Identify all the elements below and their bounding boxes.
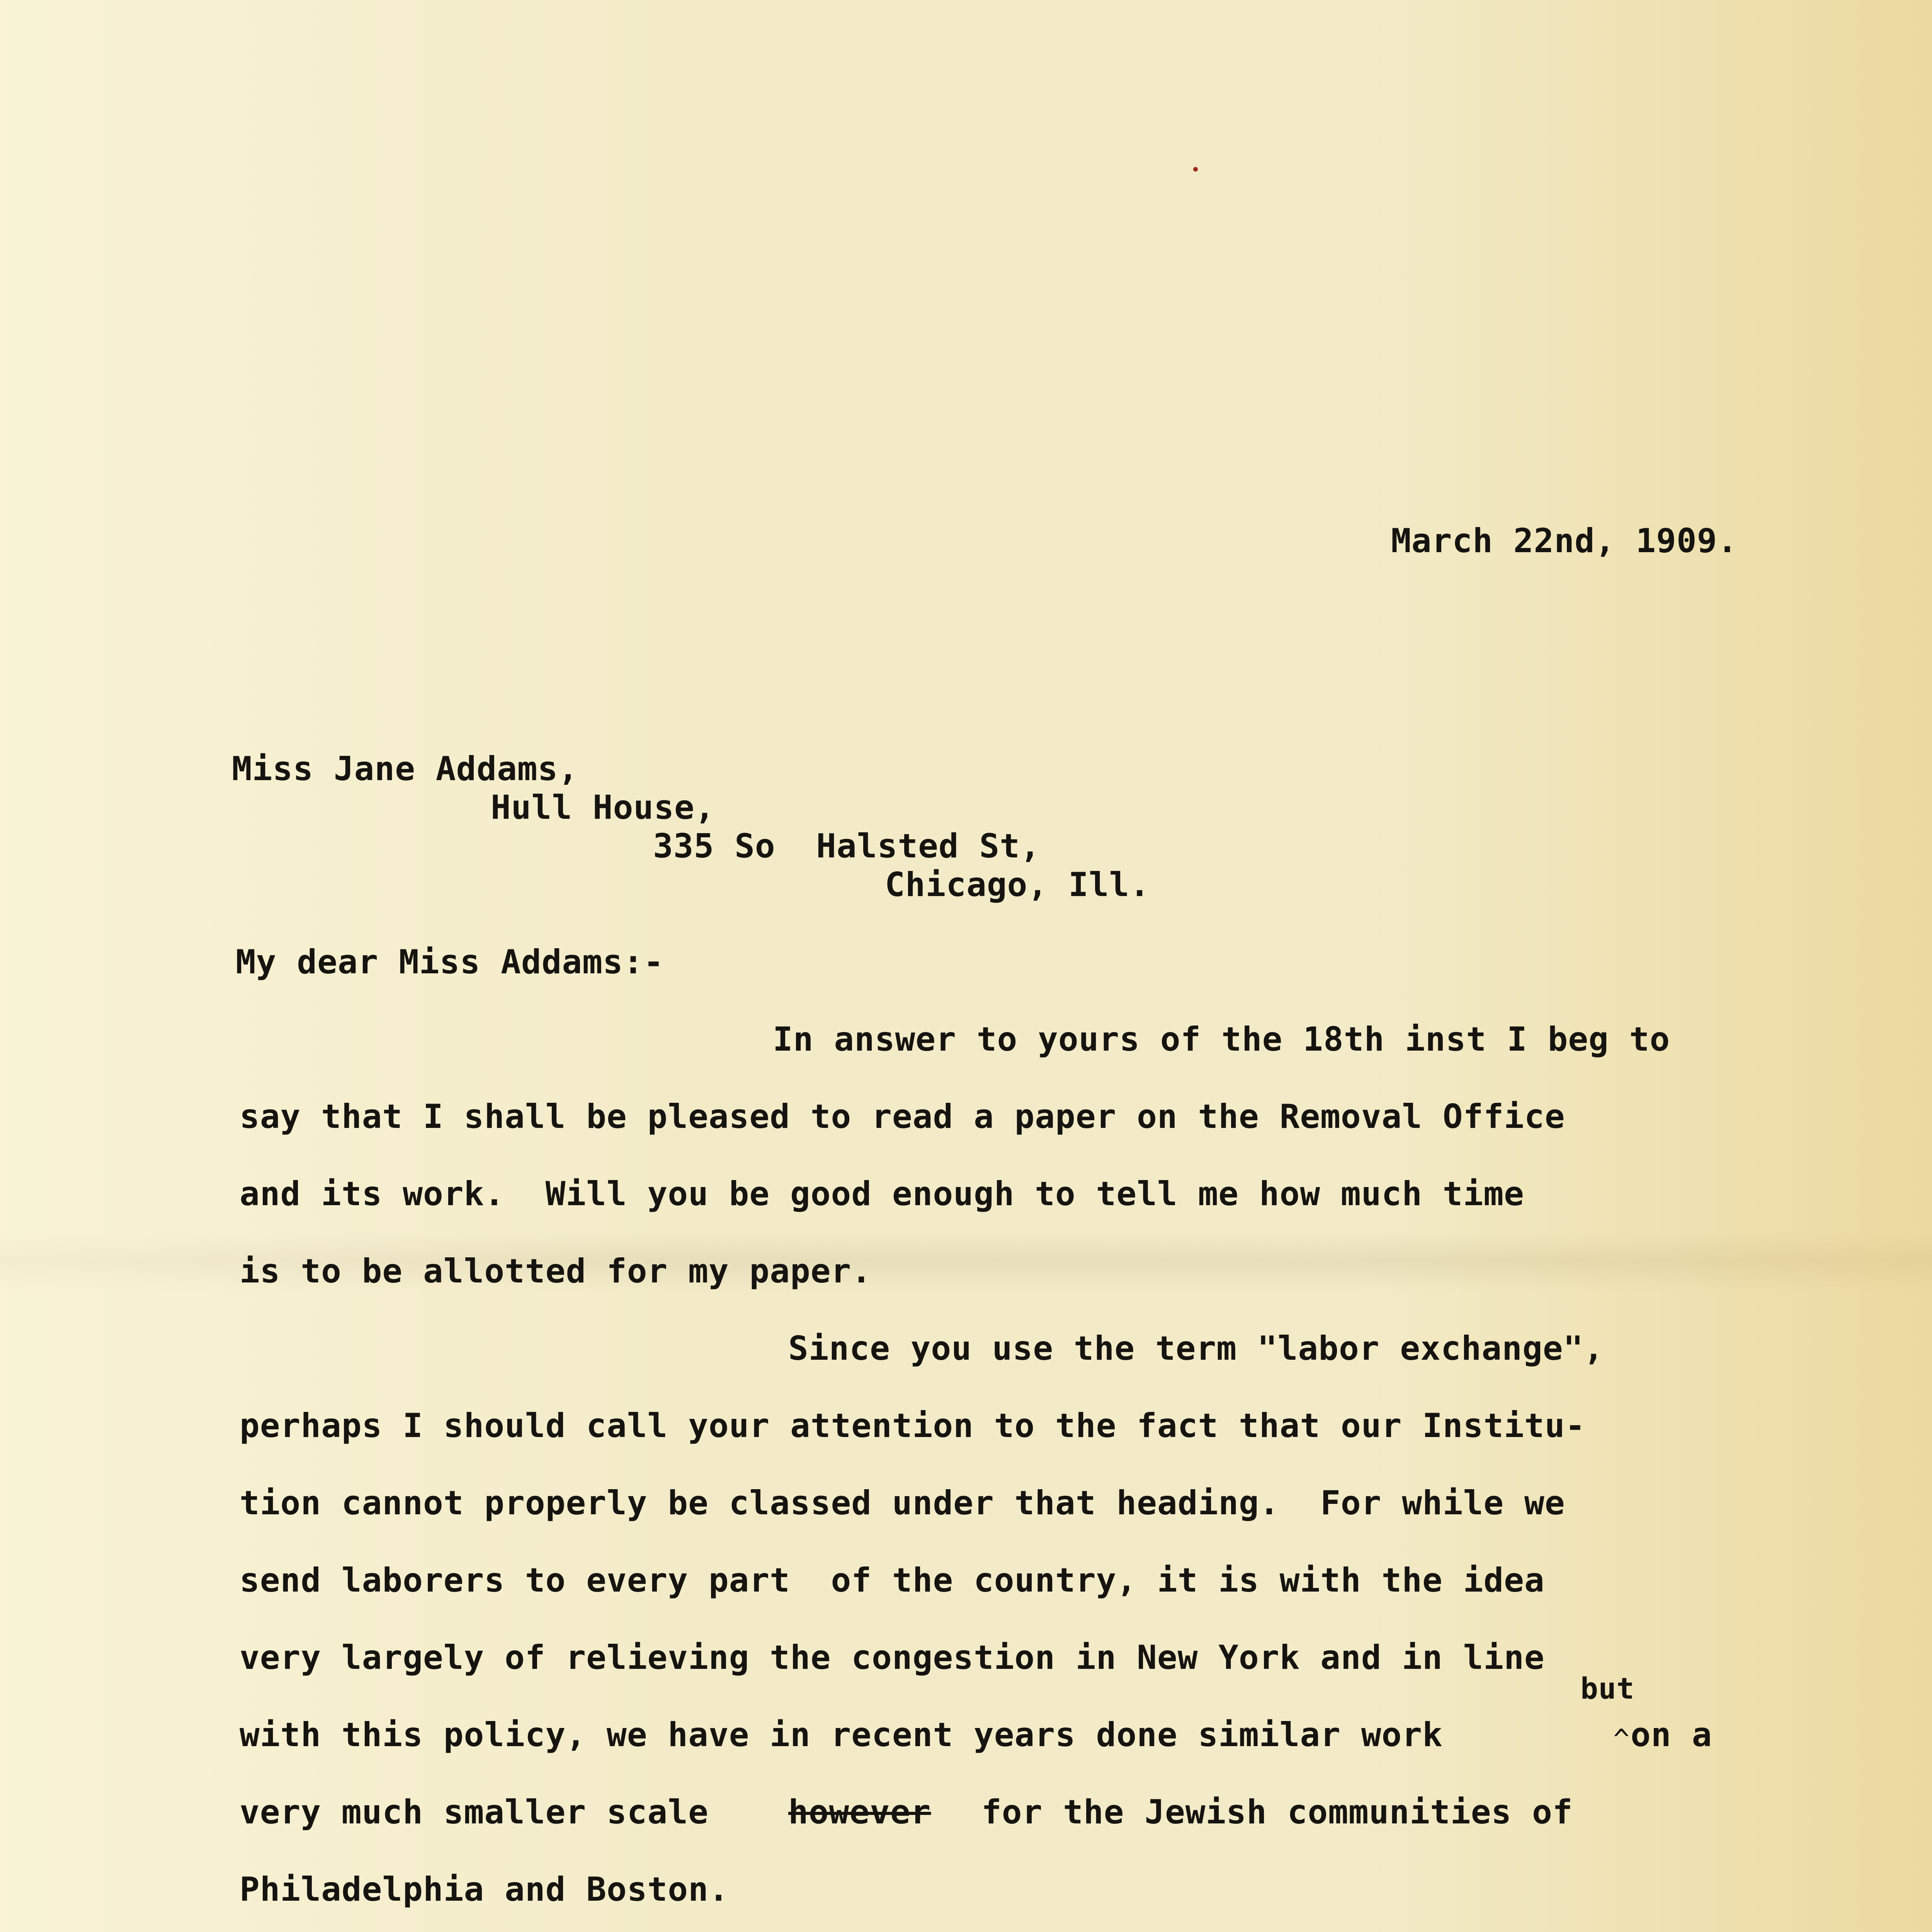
address-name: Miss Jane Addams, [232,750,579,788]
body-line: tion cannot properly be classed under that heading. For while we [240,1484,1565,1522]
body-line: In answer to yours of the 18th inst I beg to [773,1020,1670,1059]
body-line: Since you use the term "labor exchange", [788,1329,1604,1368]
body-line: perhaps I should call your attention to the fact that our Institu- [240,1406,1586,1445]
body-line: very largely of relieving the congestion in New York and in line [240,1638,1545,1677]
struck-out-word: however [788,1793,931,1832]
body-line: say that I shall be pleased to read a paper on the Removal Office [240,1097,1565,1136]
body-line: with this policy, we have in recent years done similar work [240,1716,1443,1754]
body-line: and its work. Will you be good enough to tell me how much time [240,1175,1524,1213]
body-line: send laborers to every part of the country, it is with the idea [240,1561,1545,1600]
salutation: My dear Miss Addams:- [236,943,664,981]
address-street: 335 So Halsted St, [653,827,1041,866]
address-city: Chicago, Ill. [885,866,1150,904]
insertion-caret: ^ [1613,1723,1630,1755]
body-line: Philadelphia and Boston. [240,1870,729,1909]
handwritten-insertion: but [1580,1671,1635,1706]
letter-date: March 22nd, 1909. [1391,522,1738,560]
ink-spot [1193,167,1198,172]
body-line-end: for the Jewish communities of [981,1793,1573,1832]
address-institution: Hull House, [491,788,715,827]
body-line-end: on a [1631,1716,1713,1754]
body-line: is to be allotted for my paper. [240,1252,872,1291]
body-line-start: very much smaller scale [240,1793,709,1832]
